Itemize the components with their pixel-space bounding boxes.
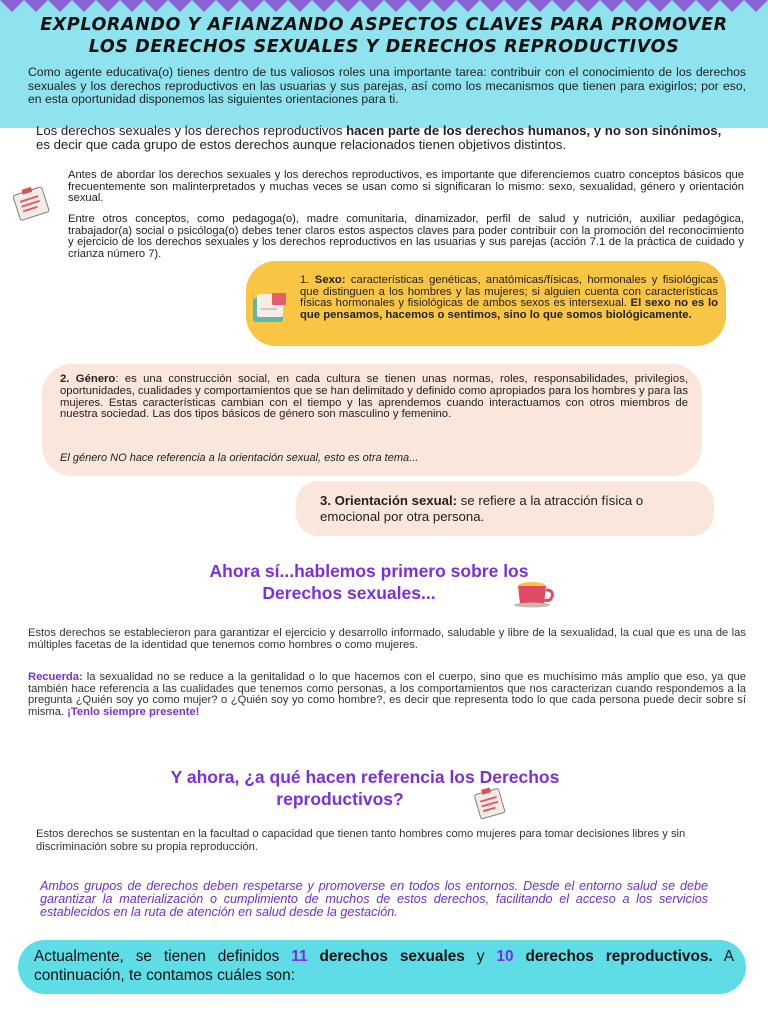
notebook-icon <box>250 291 294 325</box>
genero-definition: 2. Género: es una construcción social, en cada cultura se tienen unas normas, roles, responsabilidades, privilegios, oportunidades, cualidades y comportamientos que se han delimitado y definido como apropiados para los hombres y para las mujeres. Estas características cambian con el tiempo y las aprendemos cuando interactuamos con otros miembros de nuestra sociedad. Las dos tipos básicos de género son masculino y femenino. <box>60 373 688 421</box>
genero-note: El género NO hace referencia a la orientación sexual, esto es otra tema... <box>60 452 419 464</box>
zigzag-border <box>0 0 768 14</box>
reproductive-rights-heading: Y ahora, ¿a qué hacen referencia los Derechos reproductivos? <box>170 767 560 809</box>
recuerda-paragraph: Recuerda: la sexualidad no se reduce a la genitalidad o lo que hacemos con el cuerpo, sino que es muchísimo más amplio que eso, ya que también hace referencia a las cualidades que tenemos como personas, a los comportamientos que nos caracterizan cuando respondemos a la pregunta ¿Quién soy yo como mujer? o ¿Quién soy yo como hombre?, es decir que representa todo lo que cada persona puede decir sobre sí misma. ¡Tenlo siempre presente! <box>28 671 746 718</box>
page-title <box>0 14 768 58</box>
recuerda-label: Recuerda: <box>28 671 83 683</box>
clipboard-icon <box>8 184 58 222</box>
reproductive-rights-count: 10 <box>496 948 514 965</box>
concepts-paragraph: Antes de abordar los derechos sexuales y los derechos reproductivos, es importante que diferenciemos cuatro conceptos básicos que frecuentemente son malinterpretados y muchas veces se usan como si significaran lo mismo: sexo, sexualidad, género y orientación sexual. <box>68 169 744 205</box>
intro-paragraph: Como agente educativa(o) tienes dentro de tus valiosos roles una importante tarea: contribuir con el conocimiento de los derechos sexuales y los derechos reproductivos en las usuarias y sus parejas, así como los mecanismos que tienen para exigirlos; por eso, en esta oportunidad disponemos las siguientes orientaciones para ti. <box>28 65 746 107</box>
header-band <box>0 0 768 128</box>
orientacion-definition: 3. Orientación sexual: se refiere a la atracción física o emocional por otra persona. <box>320 493 644 524</box>
sexual-rights-heading: Ahora sí...hablemos primero sobre los Derechos sexuales... <box>209 561 529 603</box>
rights-definition-paragraph: Los derechos sexuales y los derechos reproductivos hacen parte de los derechos humanos, y no son sinónimos, es decir que cada grupo de estos derechos aunque relacionados tienen objetivos distintos. <box>36 123 722 153</box>
reproductive-rights-paragraph: Estos derechos se sustentan en la facultad o capacidad que tienen tanto hombres como mujeres para tomar decisiones libres y sin discriminación sobre su propia reproducción. <box>36 828 686 853</box>
clipboard-checklist-icon <box>470 786 510 820</box>
title-line-1: EXPLORANDO Y AFIANZANDO ASPECTOS CLAVES PARA PROMOVER <box>40 15 728 35</box>
roles-paragraph: Entre otros conceptos, como pedagoga(o), madre comunitaria, dinamizador, perfil de salud y nutrición, auxiliar pedagógica, trabajador(a) social o psicóloga(o) debes tener claros estos aspectos claves para poder contribuir con la promoción del reconocimiento y ejercicio de los derechos sexuales y los derechos reproductivos en las usuarias y sus parejas (acción 7.1 de la práctica de cuidado y crianza número 7). <box>68 213 744 260</box>
final-statement: Actualmente, se tienen definidos 11 derechos sexuales y 10 derechos reproductivos. A continuación, te contamos cuáles son: <box>34 948 735 984</box>
sexual-rights-paragraph: Estos derechos se establecieron para garantizar el ejercicio y desarrollo informado, saludable y libre de la sexualidad, la cual que es una de las múltiples facetas de la identidad que tenemos como hombres o como mujeres. <box>28 627 746 651</box>
coffee-cup-icon <box>510 578 556 608</box>
sexo-definition: 1. Sexo: características genéticas, anatómicas/físicas, hormonales y fisiológicas que distinguen a los hombres y las mujeres; si alguien cuenta con características físicas hormonales y fisiológicas de ambos sexos es intersexual. El sexo no es lo que pensamos, hacemos o sentimos, sino lo que somos biológicamente. <box>300 274 718 321</box>
sexual-rights-count: 11 <box>291 948 308 965</box>
both-rights-note: Ambos grupos de derechos deben respetarse y promoverse en todos los entornos. Desde el entorno salud se debe garantizar la materialización o cumplimiento de muchos de estos derechos, facilitando el acceso a los servicios establecidos en la ruta de atención en salud desde la gestación. <box>40 879 708 920</box>
tenlo-presente: ¡Tenlo siempre presente! <box>67 705 200 718</box>
title-line-2: LOS DERECHOS SEXUALES Y DERECHOS REPRODUCTIVOS <box>88 37 680 57</box>
